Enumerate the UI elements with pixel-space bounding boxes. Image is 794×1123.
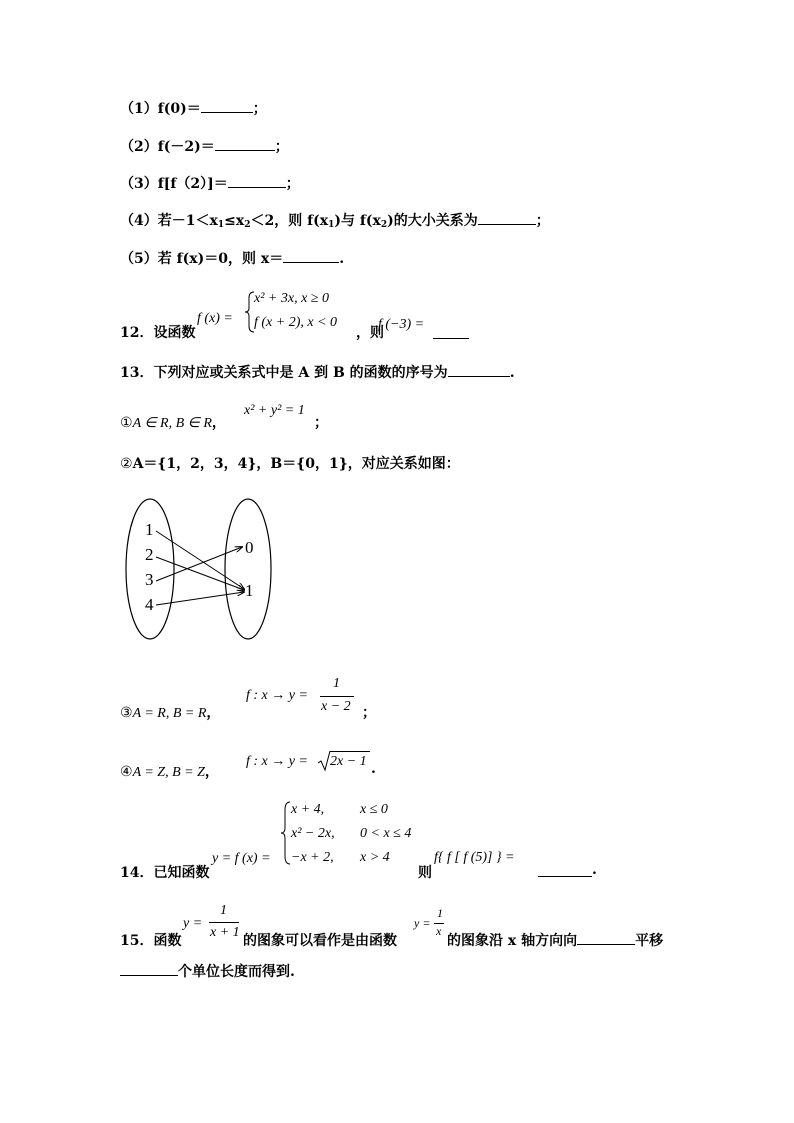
option-marker: ② <box>120 456 133 472</box>
q15-mid: 的图象可以看作是由函数 <box>243 933 397 949</box>
separator: ， <box>206 705 221 721</box>
option-sets: A ∈ R, B ∈ R <box>132 416 212 431</box>
item-number: （1） <box>120 101 158 117</box>
q13-option-4-map: f : x → y = <box>246 754 308 769</box>
question-text: 13．下列对应或关系式中是 A 到 B 的函数的序号为 <box>120 365 448 381</box>
item-text: f[f（2）]＝ <box>157 176 228 192</box>
item-end: ； <box>285 176 300 192</box>
item-text: )与 f(x <box>334 213 381 229</box>
domain-element: 1 <box>145 520 154 539</box>
q13-option-2 <box>120 453 460 473</box>
subscript: 2 <box>244 220 251 230</box>
sqrt-icon <box>317 750 331 772</box>
q13-option-4 <box>120 761 219 781</box>
option-marker: ③ <box>120 705 133 721</box>
q11-item-1 <box>120 98 267 118</box>
q13-option-3-map: f : x → y = <box>246 688 308 703</box>
q14-case-cond: x ≤ 0 <box>360 802 388 817</box>
domain-element: 2 <box>145 545 154 564</box>
q13-option-3 <box>120 702 220 722</box>
answer-blank[interactable] <box>478 212 536 225</box>
q15-prefix: 15．函数 <box>120 933 182 949</box>
q12-ask: f (−3) = <box>378 317 425 332</box>
mapping-arrow <box>156 557 244 590</box>
fraction-denominator: x <box>436 924 442 938</box>
fraction-bar <box>320 696 354 697</box>
q15-line-2 <box>120 961 295 981</box>
item-text: 若 f(x)＝0，则 x＝ <box>157 251 284 267</box>
answer-blank[interactable] <box>120 963 178 976</box>
fraction-bar <box>209 922 239 923</box>
separator: ， <box>204 764 219 780</box>
item-text: ≤x <box>224 213 245 229</box>
q14-mid: 则 <box>418 865 432 881</box>
fraction-denominator: x + 1 <box>210 925 240 940</box>
item-number: （2） <box>120 139 158 155</box>
item-text: )的大小关系为 <box>387 213 478 229</box>
option-marker: ④ <box>120 764 133 780</box>
radical-bar <box>330 751 370 752</box>
answer-blank[interactable] <box>283 250 339 263</box>
option-marker: ① <box>120 415 133 431</box>
q14-case-expr: x + 4, <box>291 802 325 817</box>
question-text: 的图象沿 x 轴方向向 <box>447 933 578 949</box>
subscript: 1 <box>217 220 225 230</box>
q14-ask: f{ f [ f (5)] } = <box>434 850 515 865</box>
q14-case-cond: x > 4 <box>360 850 390 865</box>
q14-case-cond: 0 < x ≤ 4 <box>360 826 412 841</box>
q11-item-3 <box>120 173 300 193</box>
domain-element: 4 <box>145 595 154 614</box>
q15-func1-lhs: y = <box>183 916 203 931</box>
q12-mid: ，则 <box>356 325 384 341</box>
q11-item-5 <box>120 248 344 268</box>
option-sets: A = Z, B = Z <box>132 765 205 780</box>
option-end: ； <box>314 415 328 431</box>
option-end: ； <box>362 705 376 721</box>
answer-blank[interactable] <box>228 175 286 188</box>
item-text: f(0)＝ <box>157 101 201 117</box>
fraction-numerator: 1 <box>333 676 340 691</box>
item-text: 若－1＜x <box>157 213 218 229</box>
radicand: 2x − 1 <box>330 754 367 769</box>
q14-case-expr: x² − 2x, <box>291 826 335 841</box>
item-number: （5） <box>120 251 158 267</box>
item-end: . <box>339 251 345 267</box>
q13-option-1 <box>120 412 226 432</box>
q11-item-2 <box>120 136 289 156</box>
answer-blank[interactable] <box>215 138 275 151</box>
option-sets: A = R, B = R <box>132 706 207 721</box>
mapping-diagram <box>118 495 278 645</box>
q12-case-1: x² + 3x, x ≥ 0 <box>254 291 329 306</box>
question-text: 平移 <box>635 933 664 949</box>
subscript: 1 <box>328 220 335 230</box>
mapping-arrow <box>156 547 242 581</box>
option-end: . <box>371 761 376 777</box>
q12-case-2: f (x + 2), x < 0 <box>254 315 338 330</box>
q15-func2-lhs: y = <box>414 916 431 930</box>
q14-function-lhs: y = f (x) = <box>212 851 271 866</box>
separator: ， <box>211 415 226 431</box>
q15-tail <box>447 930 663 950</box>
item-number: （4） <box>120 213 158 229</box>
q14-end: . <box>592 862 597 878</box>
codomain-element: 1 <box>245 581 254 600</box>
domain-element: 3 <box>145 570 154 589</box>
answer-blank[interactable] <box>577 932 635 945</box>
q11-item-4 <box>120 210 550 230</box>
item-end: ； <box>535 213 550 229</box>
item-text: f(－2)＝ <box>157 139 215 155</box>
fraction-denominator: x − 2 <box>321 699 351 714</box>
option-text: A＝{1，2，3，4}，B＝{0，1}，对应关系如图： <box>132 456 460 472</box>
set-b-ellipse <box>225 499 271 639</box>
fraction-numerator: 1 <box>220 903 227 918</box>
q14-case-expr: −x + 2, <box>291 850 334 865</box>
answer-blank[interactable] <box>538 864 592 877</box>
q12-prefix: 12．设函数 <box>120 325 196 341</box>
question-text: 个单位长度而得到. <box>178 964 295 980</box>
item-text: ＜2，则 f(x <box>250 213 329 229</box>
item-end: ； <box>274 139 289 155</box>
codomain-element: 0 <box>245 538 254 557</box>
q12-function-lhs: f (x) = <box>197 311 233 326</box>
answer-blank[interactable] <box>201 100 253 113</box>
mapping-arrow <box>156 592 244 605</box>
item-end: ； <box>252 101 267 117</box>
question-end: . <box>509 365 515 381</box>
fraction-numerator: 1 <box>437 906 443 920</box>
q13-title <box>120 362 515 382</box>
q14-prefix: 14．已知函数 <box>120 865 210 881</box>
mapping-arrow <box>156 531 244 589</box>
answer-blank[interactable] <box>448 364 510 377</box>
subscript: 2 <box>380 220 388 230</box>
q13-option-1-relation: x² + y² = 1 <box>244 403 305 418</box>
answer-blank[interactable] <box>433 326 469 339</box>
item-number: （3） <box>120 176 158 192</box>
